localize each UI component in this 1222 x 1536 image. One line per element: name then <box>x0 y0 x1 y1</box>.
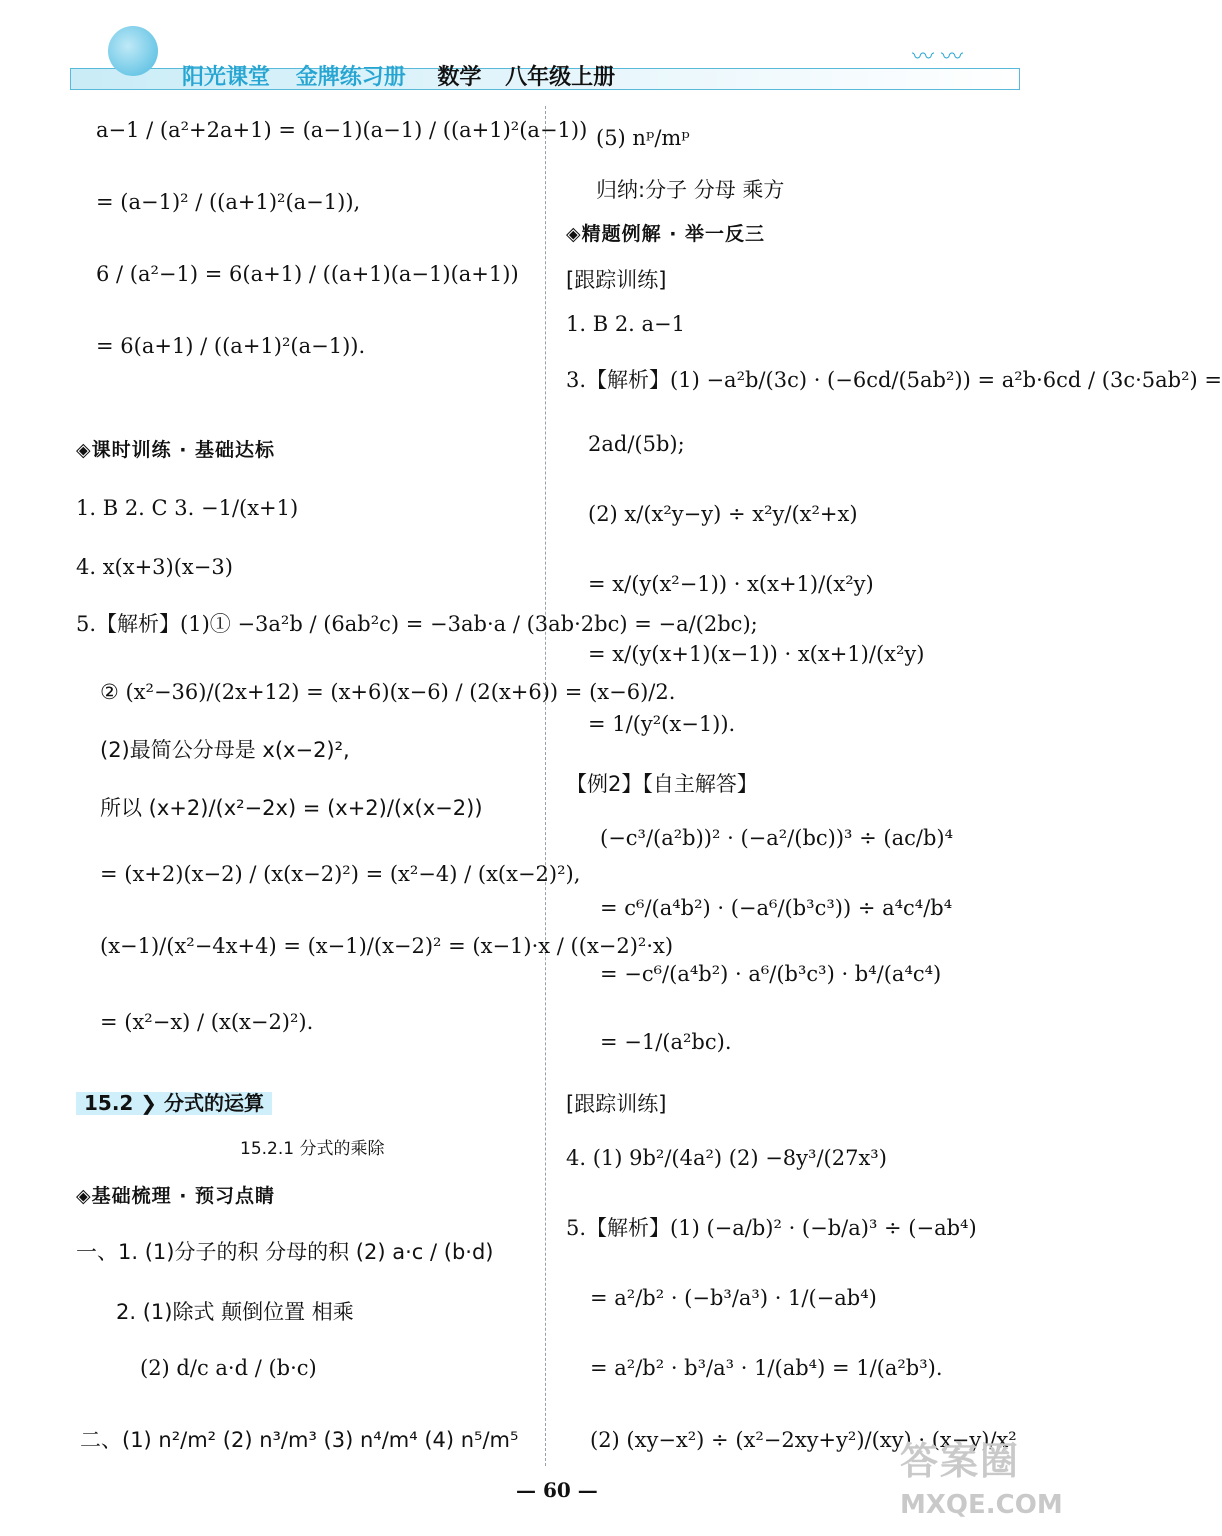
section-heading-practice: ◈课时训练 · 基础达标 <box>76 439 276 461</box>
page-number: — 60 — <box>516 1478 598 1502</box>
chapter-heading: 15.2 ❯ 分式的运算 <box>76 1092 272 1115</box>
right-answers-1-2: 1. B 2. a−1 <box>566 312 686 336</box>
section-heading-review: ◈基础梳理 · 预习点睛 <box>76 1185 276 1207</box>
watermark-url: MXQE.COM <box>900 1490 1063 1520</box>
example-2-line-4: = −1/(a²bc). <box>600 1030 732 1054</box>
birds-icon: 〰 〰 <box>912 45 963 70</box>
left-answer-4: 4. x(x+3)(x−3) <box>76 555 233 579</box>
tracking-heading-1: [跟踪训练] <box>566 268 667 292</box>
subject-name: 数学 <box>437 65 482 90</box>
left-answer-5-1: 5.【解析】(1)① −3a²b / (6ab²c) = −3ab·a / (3ab·2bc) = −a/(2bc); <box>76 612 758 636</box>
right-answer-4: 4. (1) 9b²/(4a²) (2) −8y³/(27x³) <box>566 1146 887 1170</box>
example-2-line-2: = c⁶/(a⁴b²) · (−a⁶/(b³c³)) ÷ a⁴c⁴/b⁴ <box>600 896 953 920</box>
section-heading-examples: ◈精题例解 · 举一反三 <box>566 223 766 245</box>
right-answer-5-4: (2) (xy−x²) ÷ (x²−2xy+y²)/(xy) · (x−y)/x² <box>590 1428 1017 1452</box>
left-answer-5-6: (x−1)/(x²−4x+4) = (x−1)/(x−2)² = (x−1)·x / ((x−2)²·x) <box>100 934 674 958</box>
right-answer-5-3: = a²/b² · b³/a³ · 1/(ab⁴) = 1/(a²b³). <box>590 1356 943 1380</box>
example-2-line-1: (−c³/(a²b))² · (−a²/(bc))³ ÷ (ac/b)⁴ <box>600 826 954 850</box>
left-review-1: 一、1. (1)分子的积 分母的积 (2) a·c / (b·d) <box>76 1240 494 1264</box>
left-review-4: 二、(1) n²/m² (2) n³/m³ (3) n⁴/m⁴ (4) n⁵/m⁵ <box>80 1428 519 1452</box>
left-review-3: (2) d/c a·d / (b·c) <box>140 1356 317 1380</box>
left-line-4: = 6(a+1) / ((a+1)²(a−1)). <box>96 334 366 358</box>
left-answer-5-4: 所以 (x+2)/(x²−2x) = (x+2)/(x(x−2)) <box>100 796 483 820</box>
left-review-2: 2. (1)除式 颠倒位置 相乘 <box>116 1300 354 1324</box>
page-header <box>70 60 1020 94</box>
right-line-1: (5) nᵖ/mᵖ <box>596 126 690 150</box>
book-name: 金牌练习册 <box>295 65 406 90</box>
left-answer-5-5: = (x+2)(x−2) / (x(x−2)²) = (x²−4) / (x(x−2)²), <box>100 862 581 886</box>
left-line-2: = (a−1)² / ((a+1)²(a−1)), <box>96 190 361 214</box>
right-answer-3-5: = x/(y(x+1)(x−1)) · x(x+1)/(x²y) <box>588 642 925 666</box>
page-number-value: 60 <box>542 1478 571 1502</box>
subsection-title: 15.2.1 分式的乘除 <box>240 1139 385 1159</box>
column-divider <box>545 106 546 1466</box>
right-answer-3-6: = 1/(y²(x−1)). <box>588 712 736 736</box>
right-answer-3-2: 2ad/(5b); <box>588 432 685 456</box>
watermark: 答案圈 <box>900 1439 1021 1483</box>
series-name: 阳光课堂 <box>182 65 271 90</box>
header-title <box>182 60 615 91</box>
right-answer-3-1: 3.【解析】(1) −a²b/(3c) · (−6cd/(5ab²)) = a²b·6cd / (3c·5ab²) = <box>566 368 1222 392</box>
left-answer-5-3: (2)最简公分母是 x(x−2)², <box>100 738 350 762</box>
tracking-heading-2: [跟踪训练] <box>566 1092 667 1116</box>
logo-icon <box>108 26 158 76</box>
left-answer-5-2: ② (x²−36)/(2x+12) = (x+6)(x−6) / (2(x+6)) = (x−6)/2. <box>100 680 676 704</box>
left-line-3: 6 / (a²−1) = 6(a+1) / ((a+1)(a−1)(a+1)) <box>96 262 519 286</box>
right-answer-5-1: 5.【解析】(1) (−a/b)² · (−b/a)³ ÷ (−ab⁴) <box>566 1216 977 1240</box>
right-answer-5-2: = a²/b² · (−b³/a³) · 1/(−ab⁴) <box>590 1286 877 1310</box>
example-2-heading: 【例2】【自主解答】 <box>566 772 758 796</box>
right-answer-3-3: (2) x/(x²y−y) ÷ x²y/(x²+x) <box>588 502 858 526</box>
right-answer-3-4: = x/(y(x²−1)) · x(x+1)/(x²y) <box>588 572 874 596</box>
left-answer-5-7: = (x²−x) / (x(x−2)²). <box>100 1010 314 1034</box>
left-line-1: a−1 / (a²+2a+1) = (a−1)(a−1) / ((a+1)²(a−1)) <box>96 118 588 142</box>
grade-name: 八年级上册 <box>505 65 616 90</box>
example-2-line-3: = −c⁶/(a⁴b²) · a⁶/(b³c³) · b⁴/(a⁴c⁴) <box>600 962 942 986</box>
right-summary: 归纳:分子 分母 乘方 <box>596 178 785 202</box>
left-answers-1-3: 1. B 2. C 3. −1/(x+1) <box>76 496 299 520</box>
